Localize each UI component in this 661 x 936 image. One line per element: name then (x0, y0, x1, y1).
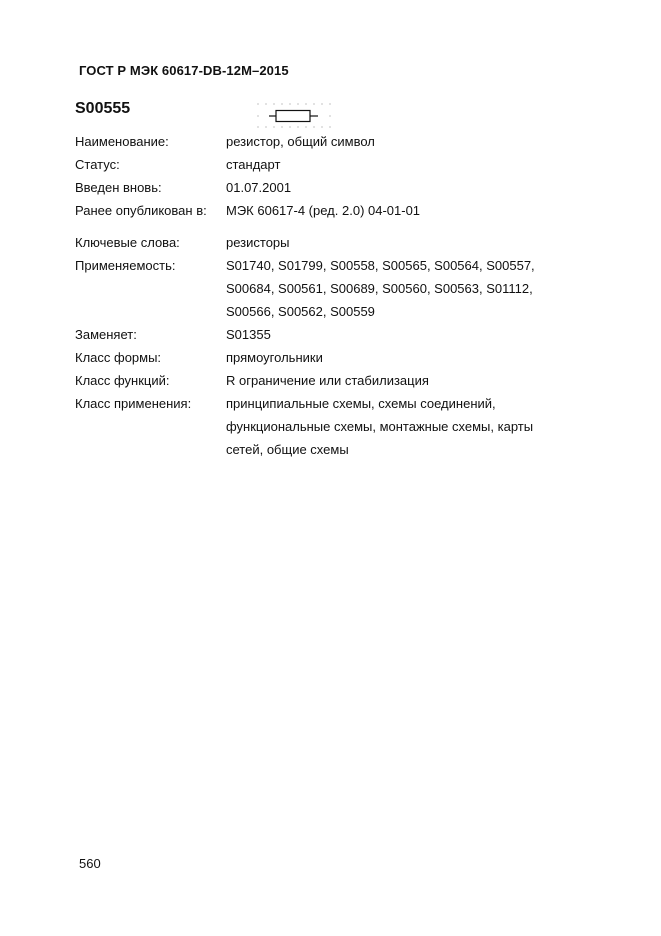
field-value-line: функциональные схемы, монтажные схемы, карты (226, 419, 534, 434)
field-value-line: принципиальные схемы, схемы соединений, (226, 396, 496, 411)
field-value-line: сетей, общие схемы (226, 442, 349, 457)
field-list (75, 130, 595, 461)
field-row-introduced (75, 176, 595, 199)
field-value (226, 323, 595, 346)
field-row-keywords (75, 231, 595, 254)
field-row-shape-class (75, 346, 595, 369)
field-value-line: МЭК 60617-4 (ред. 2.0) 04-01-01 (226, 203, 421, 218)
field-value-line: резисторы (226, 235, 290, 250)
field-value (226, 392, 595, 461)
field-label: Применяемость: (75, 258, 176, 273)
field-value (226, 369, 595, 392)
document-header: ГОСТ Р МЭК 60617-DB-12M–2015 (79, 63, 289, 78)
field-label: Заменяет: (75, 327, 137, 342)
field-label: Ранее опубликован в: (75, 203, 207, 218)
field-row-status (75, 153, 595, 176)
field-value (226, 199, 595, 222)
field-value-line: S01740, S01799, S00558, S00565, S00564, S00557, (226, 258, 535, 273)
symbol-id-heading: S00555 (75, 100, 131, 117)
field-value-line: 01.07.2001 (226, 180, 292, 195)
field-row-function-class (75, 369, 595, 392)
field-value (226, 231, 595, 254)
field-value-line: прямоугольники (226, 350, 323, 365)
field-value-line: R ограничение или стабилизация (226, 373, 429, 388)
field-value-line: стандарт (226, 157, 281, 172)
field-value (226, 254, 595, 323)
field-row-applicability (75, 254, 595, 323)
page-number: 560 (79, 856, 101, 871)
field-label: Класс применения: (75, 396, 192, 411)
field-value-line: резистор, общий символ (226, 134, 375, 149)
field-label: Класс формы: (75, 350, 162, 365)
field-value-line: S00684, S00561, S00689, S00560, S00563, S01112, (226, 281, 533, 296)
field-row-name (75, 130, 595, 153)
field-value (226, 130, 595, 153)
field-value (226, 176, 595, 199)
field-label: Наименование: (75, 134, 169, 149)
field-label: Статус: (75, 157, 120, 172)
field-value (226, 153, 595, 176)
field-label: Класс функций: (75, 373, 170, 388)
field-value-line: S01355 (226, 327, 271, 342)
field-row-application-class (75, 392, 595, 461)
field-value (226, 346, 595, 369)
field-row-previously-published (75, 199, 595, 222)
field-label: Ключевые слова: (75, 235, 180, 250)
field-value-line: S00566, S00562, S00559 (226, 304, 375, 319)
field-label: Введен вновь: (75, 180, 162, 195)
resistor-symbol-icon (254, 100, 334, 131)
field-row-replaces (75, 323, 595, 346)
